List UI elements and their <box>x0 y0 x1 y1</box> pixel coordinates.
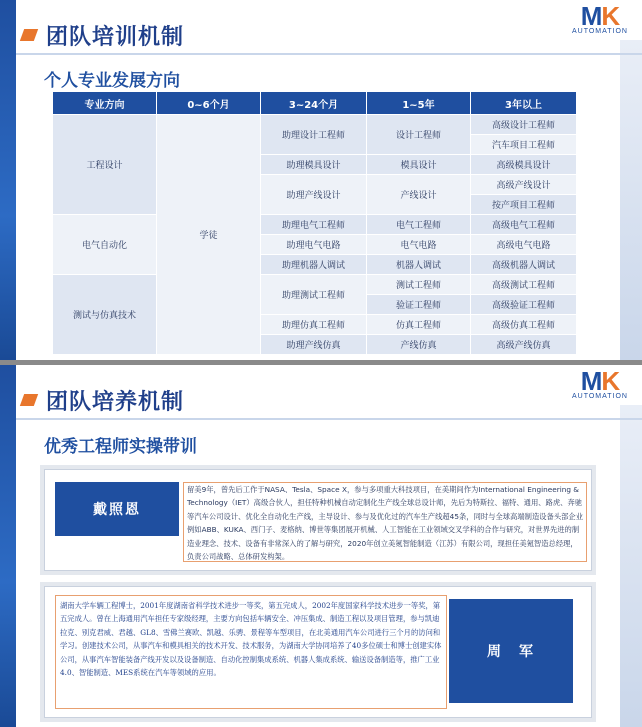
table-cell: 汽车项目工程师 <box>471 135 577 155</box>
table-cell: 产线设计 <box>367 175 471 215</box>
table-cell: 测试工程师 <box>367 275 471 295</box>
section-subtitle: 优秀工程师实操带训 <box>44 437 197 457</box>
logo-k: K <box>601 366 620 396</box>
header-cell: 1~5年 <box>367 92 471 115</box>
header-cell: 专业方向 <box>53 92 157 115</box>
engineer-profile-card <box>44 586 592 718</box>
table-cell: 高级产线设计 <box>471 175 577 195</box>
table-cell: 设计工程师 <box>367 115 471 155</box>
slide-title-row <box>22 20 184 50</box>
table-cell: 电气电路 <box>367 235 471 255</box>
slide-title: 团队培训机制 <box>46 23 185 50</box>
mk-automation-logo <box>571 1 628 35</box>
table-cell: 高级验证工程师 <box>471 295 577 315</box>
table-cell: 助理电气电路 <box>261 235 367 255</box>
logo-k: K <box>601 1 620 31</box>
table-cell: 仿真工程师 <box>367 315 471 335</box>
right-decor-bar <box>620 405 642 727</box>
slide-title-row <box>22 385 184 415</box>
table-cell: 助理模具设计 <box>261 155 367 175</box>
mk-automation-logo <box>571 366 628 400</box>
table-cell: 助理电气工程师 <box>261 215 367 235</box>
table-row <box>53 115 577 135</box>
header-cell: 3~24个月 <box>261 92 367 115</box>
title-bullet-icon <box>20 394 38 406</box>
table-header-row <box>53 92 577 115</box>
slide-cultivation-mechanism <box>0 365 642 727</box>
table-row <box>53 275 577 295</box>
logo-m: M <box>580 366 602 396</box>
table-cell: 高级仿真工程师 <box>471 315 577 335</box>
direction-cell: 测试与仿真技术 <box>53 275 157 355</box>
table-cell: 高级电气工程师 <box>471 215 577 235</box>
table-cell: 助理产线设计 <box>261 175 367 215</box>
phase1-cell: 学徒 <box>157 115 261 355</box>
section-subtitle: 个人专业发展方向 <box>44 71 180 91</box>
engineer-profile-card <box>44 469 592 571</box>
engineer-name: 戴照恩 <box>55 482 179 536</box>
table-cell: 验证工程师 <box>367 295 471 315</box>
table-cell: 高级设计工程师 <box>471 115 577 135</box>
header-cell: 3年以上 <box>471 92 577 115</box>
title-divider <box>16 418 642 420</box>
table-cell: 助理测试工程师 <box>261 275 367 315</box>
logo-m: M <box>580 1 602 31</box>
slide-title: 团队培养机制 <box>46 388 185 415</box>
engineer-name: 周 军 <box>449 599 573 703</box>
table-cell: 电气工程师 <box>367 215 471 235</box>
table-row <box>53 215 577 235</box>
left-accent-bar <box>0 365 16 727</box>
title-divider <box>16 53 642 55</box>
direction-cell: 工程设计 <box>53 115 157 215</box>
table-cell: 高级测试工程师 <box>471 275 577 295</box>
table-cell: 助理产线仿真 <box>261 335 367 355</box>
slide-training-mechanism <box>0 0 642 360</box>
title-bullet-icon <box>20 29 38 41</box>
engineer-bio: 湖南大学车辆工程博士，2001年度湖南省科学技术进步一等奖，第五完成人，2002年度国家科学技术进步一等奖，第五完成人。曾在上海通用汽车担任专家级经理，主要方向包括车辆安全、冲压集成、制造工程以及项目管理，参与凯迪拉克、别克君威、君越、GL8、雪佛兰赛欧、凯越、乐骋、景程等车型项目，在北美通用汽车公司进行三个月的访问和学习。创建技术公司，从事汽车和模具相关的技术开发、技术服务，为湖南大学协同培养了40多位硕士和博士创建实体公司，从事汽车智能装备产线开发以及设备制造、自动化控制集成系统、机器人集成系统、输送设备制造等，推广工业4.0、智能制造、MES系统在汽车等领域的应用。 <box>60 601 442 678</box>
table-cell: 机器人调试 <box>367 255 471 275</box>
logo-subtitle: AUTOMATION <box>571 393 628 400</box>
table-cell: 高级机器人调试 <box>471 255 577 275</box>
table-cell: 模具设计 <box>367 155 471 175</box>
career-path-table <box>52 91 577 355</box>
table-cell: 按产项目工程师 <box>471 195 577 215</box>
table-cell: 产线仿真 <box>367 335 471 355</box>
header-cell: 0~6个月 <box>157 92 261 115</box>
logo-subtitle: AUTOMATION <box>571 28 628 35</box>
right-decor-bar <box>620 40 642 360</box>
table-cell: 高级产线仿真 <box>471 335 577 355</box>
engineer-bio: 留美9年，曾先后工作于NASA、Tesla、Space X，参与多项重大科技项目，在美期间作为International Engineering & Technology（IET）高级合伙人，担任特种机械自动定制化生产线全球总设计师，先后为特斯拉、福特、通用、路虎、奔驰等汽车公司设计、优化全自动化生产线，主导设计、参与及优化过的汽车生产线超45条，同时与全球高端制造设备头部企业例如ABB、KUKA、西门子、麦格纳、博世等集团展开机械、人工智能在工业领域交叉学科的合作与研究，对世界先进的制造业理念、技术、设备有非常深入的了解与研究，2020年创立美氪智能制造（江苏）有限公司，现担任美氪智造总经理，负责公司战略、总体研发构架。 <box>187 485 584 562</box>
table-cell: 高级模具设计 <box>471 155 577 175</box>
table-cell: 助理仿真工程师 <box>261 315 367 335</box>
table-cell: 高级电气电路 <box>471 235 577 255</box>
direction-cell: 电气自动化 <box>53 215 157 275</box>
table-cell: 助理机器人调试 <box>261 255 367 275</box>
left-accent-bar <box>0 0 16 360</box>
table-cell: 助理设计工程师 <box>261 115 367 155</box>
